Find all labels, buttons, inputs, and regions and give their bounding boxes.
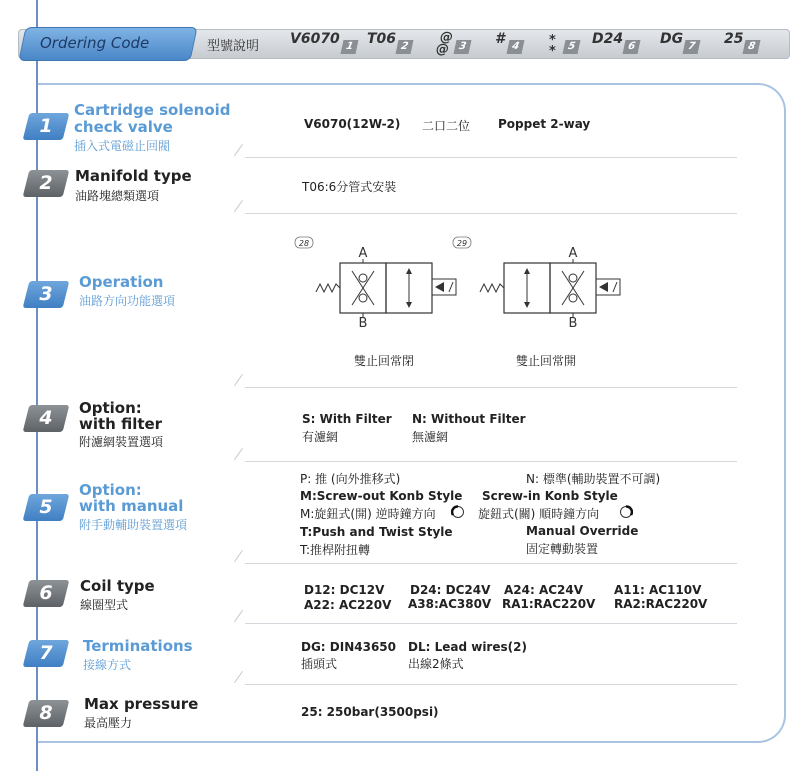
section-4-title-line2: with filter <box>79 415 163 433</box>
section-7-title: Terminations <box>83 637 193 655</box>
section-1-value-model: V6070(12W-2) <box>304 117 401 131</box>
option-t-en: T:Push and Twist Style <box>300 525 453 539</box>
section-8-title: Max pressure <box>84 695 199 713</box>
option-screw-in-en: Screw-in Konb Style <box>482 489 618 503</box>
coil-d12: D12: DC12V <box>304 583 385 597</box>
option-n-standard-label: N: 標準(輔助裝置不可調) <box>526 472 661 486</box>
code-dg: DG <box>660 31 684 47</box>
option-n-en: N: Without Filter <box>412 412 526 426</box>
termination-dg-cn: 插頭式 <box>301 657 338 671</box>
code-num-3: 3 <box>454 40 472 54</box>
section-7-title-cn: 接線方式 <box>83 658 132 672</box>
divider-6 <box>245 623 737 624</box>
option-n-cn: 無濾網 <box>412 430 449 444</box>
max-pressure-value: 25: 250bar(3500psi) <box>301 705 439 719</box>
option-t-cn: T:推桿附扭轉 <box>300 543 371 557</box>
section-5-title-line1: Option: <box>79 481 142 499</box>
option-screw-in-cn: 旋鈕式(關) 順時鐘方向 <box>478 507 600 521</box>
symbol-29-port-a: A <box>568 246 578 261</box>
code-25: 25 <box>724 31 744 47</box>
divider-5 <box>245 563 737 564</box>
section-4-title-cn: 附濾網裝置選項 <box>79 435 164 449</box>
option-manual-override-cn: 固定轉動裝置 <box>526 542 599 556</box>
symbol-28-caption: 雙止回常閉 <box>354 354 415 368</box>
coil-ra2: RA2:RAC220V <box>614 597 708 611</box>
section-2-number: 2 <box>39 172 53 194</box>
section-4-number: 4 <box>39 407 53 429</box>
code-star: * <box>549 33 556 48</box>
section-3-title-cn: 油路方向功能選項 <box>79 294 176 308</box>
divider-2 <box>245 213 737 214</box>
model-description-label: 型號說明 <box>207 39 260 54</box>
symbol-28-drawing <box>294 234 474 334</box>
section-3-title: Operation <box>79 273 164 291</box>
code-num-4: 4 <box>507 40 525 54</box>
code-hash: # <box>495 31 505 47</box>
coil-a11: A11: AC110V <box>614 583 702 597</box>
symbol-29-port-b: B <box>568 316 578 331</box>
hydraulic-symbol-28 <box>294 234 474 334</box>
option-manual-override-en: Manual Override <box>526 524 639 538</box>
section-3-number: 3 <box>39 283 53 305</box>
code-num-1: 1 <box>341 40 359 54</box>
termination-dl-en: DL: Lead wires(2) <box>408 640 527 654</box>
section-7-number: 7 <box>39 642 53 664</box>
section-4-title-line1: Option: <box>79 399 142 417</box>
section-5-title-cn: 附手動輔助裝置選項 <box>79 518 188 532</box>
coil-a22: A22: AC220V <box>304 598 392 612</box>
section-8-number: 8 <box>39 702 53 724</box>
section-1-value-poppet: Poppet 2-way <box>498 117 591 131</box>
section-1-number: 1 <box>39 115 53 137</box>
divider-7 <box>245 684 737 685</box>
symbol-28-code: 28 <box>298 239 310 248</box>
symbol-29-drawing <box>452 234 632 334</box>
section-1-title: Cartridge solenoid check valve <box>74 101 231 136</box>
code-num-7: 7 <box>683 40 701 54</box>
coil-a24: A24: AC24V <box>504 583 584 597</box>
section-1-title-cn: 插入式電磁止回閥 <box>74 139 171 153</box>
ordering-code-title: Ordering Code <box>40 34 150 52</box>
code-star-2: * <box>549 44 556 59</box>
cw-rotation-icon <box>619 504 633 518</box>
symbol-29-code: 29 <box>456 239 468 248</box>
symbol-29-caption: 雙止回常開 <box>516 354 577 368</box>
divider-1 <box>245 157 737 158</box>
option-s-cn: 有濾網 <box>302 430 339 444</box>
ccw-rotation-icon <box>451 504 465 518</box>
section-6-title-cn: 線圈型式 <box>80 598 129 612</box>
coil-d24: D24: DC24V <box>410 583 491 597</box>
option-m-cn: M:旋鈕式(開) 逆時鐘方向 <box>300 507 436 521</box>
code-v6070: V6070 <box>290 31 340 47</box>
section-1-value-ports: 二口二位 <box>422 119 471 133</box>
code-num-8: 8 <box>743 40 761 54</box>
symbol-28-port-b: B <box>358 316 368 331</box>
section-2-value: T06:6分管式安裝 <box>302 180 397 194</box>
section-5-title-line2: with manual <box>79 497 184 515</box>
code-num-5: 5 <box>563 40 581 54</box>
section-6-number: 6 <box>39 582 53 604</box>
coil-ra1: RA1:RAC220V <box>502 597 596 611</box>
section-5-number: 5 <box>39 496 53 518</box>
termination-dl-cn: 出線2條式 <box>408 657 464 671</box>
code-t06: T06 <box>367 31 397 47</box>
termination-dg-en: DG: DIN43650 <box>301 640 397 654</box>
option-p-label: P: 推 (向外推移式) <box>300 472 401 486</box>
code-d24: D24 <box>592 31 624 47</box>
divider-3 <box>245 387 737 388</box>
section-2-title: Manifold type <box>75 167 192 185</box>
divider-4 <box>245 461 737 462</box>
section-6-title: Coil type <box>80 577 155 595</box>
code-at: @ <box>440 30 453 45</box>
symbol-28-port-a: A <box>358 246 368 261</box>
hydraulic-symbol-29 <box>452 234 632 334</box>
code-num-2: 2 <box>396 40 414 54</box>
option-s-en: S: With Filter <box>302 412 392 426</box>
code-num-6: 6 <box>623 40 641 54</box>
code-at-2: @ <box>436 42 449 57</box>
option-m-en: M:Screw-out Konb Style <box>300 489 463 503</box>
section-2-title-cn: 油路塊總類選項 <box>75 189 160 203</box>
coil-a38: A38:AC380V <box>408 597 492 611</box>
section-8-title-cn: 最高壓力 <box>84 716 133 730</box>
